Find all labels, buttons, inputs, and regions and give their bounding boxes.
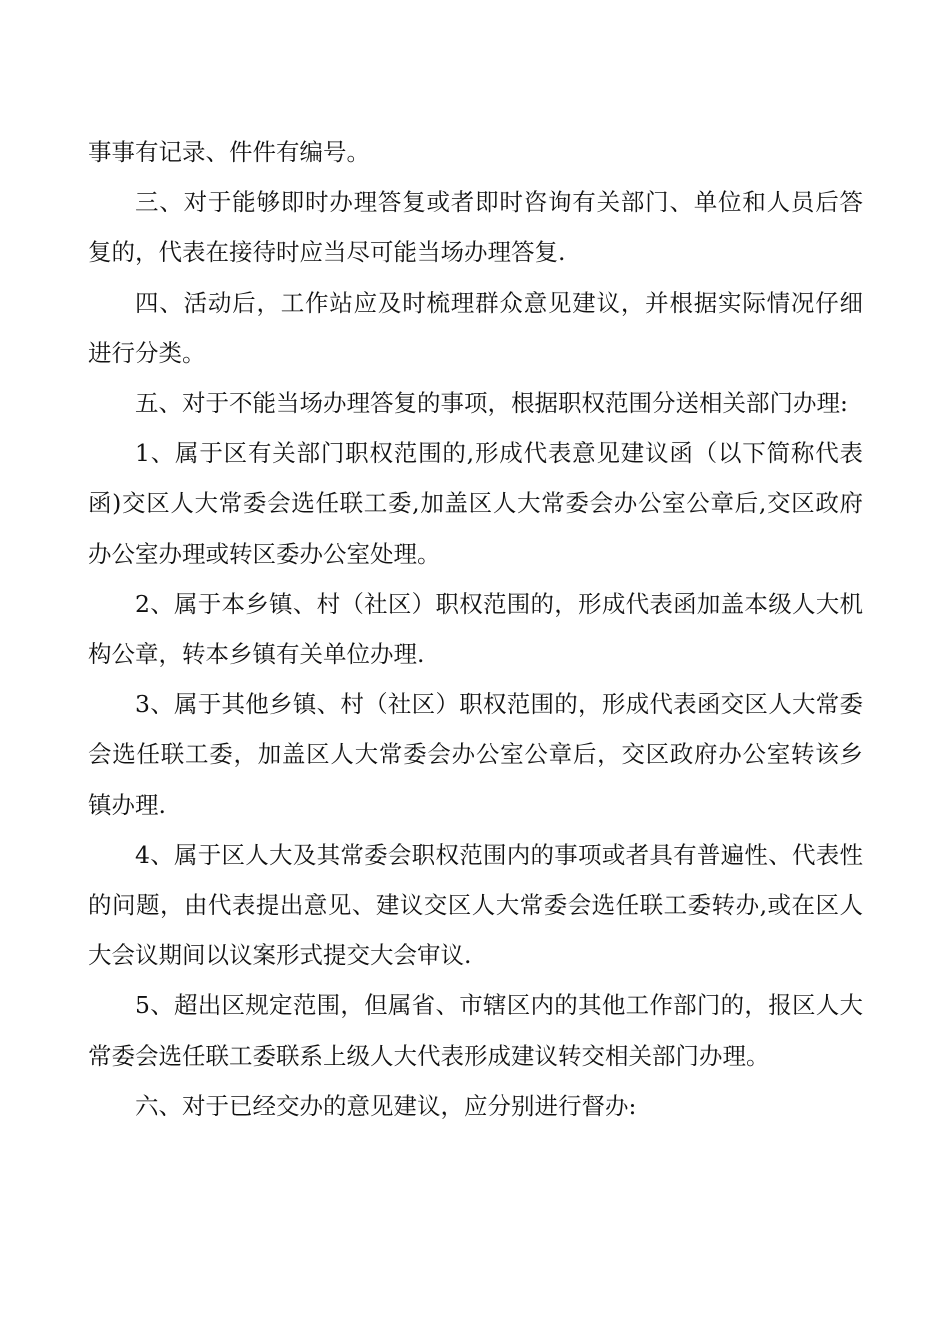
paragraph-subitem-3: 3、属于其他乡镇、村（社区）职权范围的，形成代表函交区人大常委会选任联工委，加盖区人大常委会办公室公章后，交区政府办公室转该乡镇办理. — [88, 690, 863, 819]
paragraph-item-5: 五、对于不能当场办理答复的事项，根据职权范围分送相关部门办理: — [135, 389, 848, 418]
paragraph-item-4: 四、活动后，工作站应及时梳理群众意见建议，并根据实际情况仔细进行分类。 — [88, 288, 863, 367]
paragraph-subitem-1: 1、属于区有关部门职权范围的,形成代表意见建议函（以下简称代表函)交区人大常委会选任联工委,加盖区人大常委会办公室公章后,交区政府办公室办理或转区委办公室处理。 — [88, 439, 863, 568]
paragraph-subitem-2: 2、属于本乡镇、村（社区）职权范围的，形成代表函加盖本级人大机构公章，转本乡镇有关单位办理. — [88, 589, 863, 669]
paragraph-item-6: 六、对于已经交办的意见建议，应分别进行督办: — [135, 1091, 637, 1120]
paragraph-continuation: 事事有记录、件件有编号。 — [88, 138, 370, 166]
paragraph-item-3: 三、对于能够即时办理答复或者即时咨询有关部门、单位和人员后答复的，代表在接待时应当尽可能当场办理答复. — [88, 188, 863, 267]
paragraph-subitem-5: 5、超出区规定范围，但属省、市辖区内的其他工作部门的，报区人大常委会选任联工委联系上级人大代表形成建议转交相关部门办理。 — [88, 991, 863, 1070]
paragraph-subitem-4: 4、属于区人大及其常委会职权范围内的事项或者具有普遍性、代表性的问题，由代表提出意见、建议交区人大常委会选任联工委转办,或在区人大会议期间以议案形式提交大会审议. — [88, 840, 863, 970]
document-body — [88, 127, 863, 1131]
